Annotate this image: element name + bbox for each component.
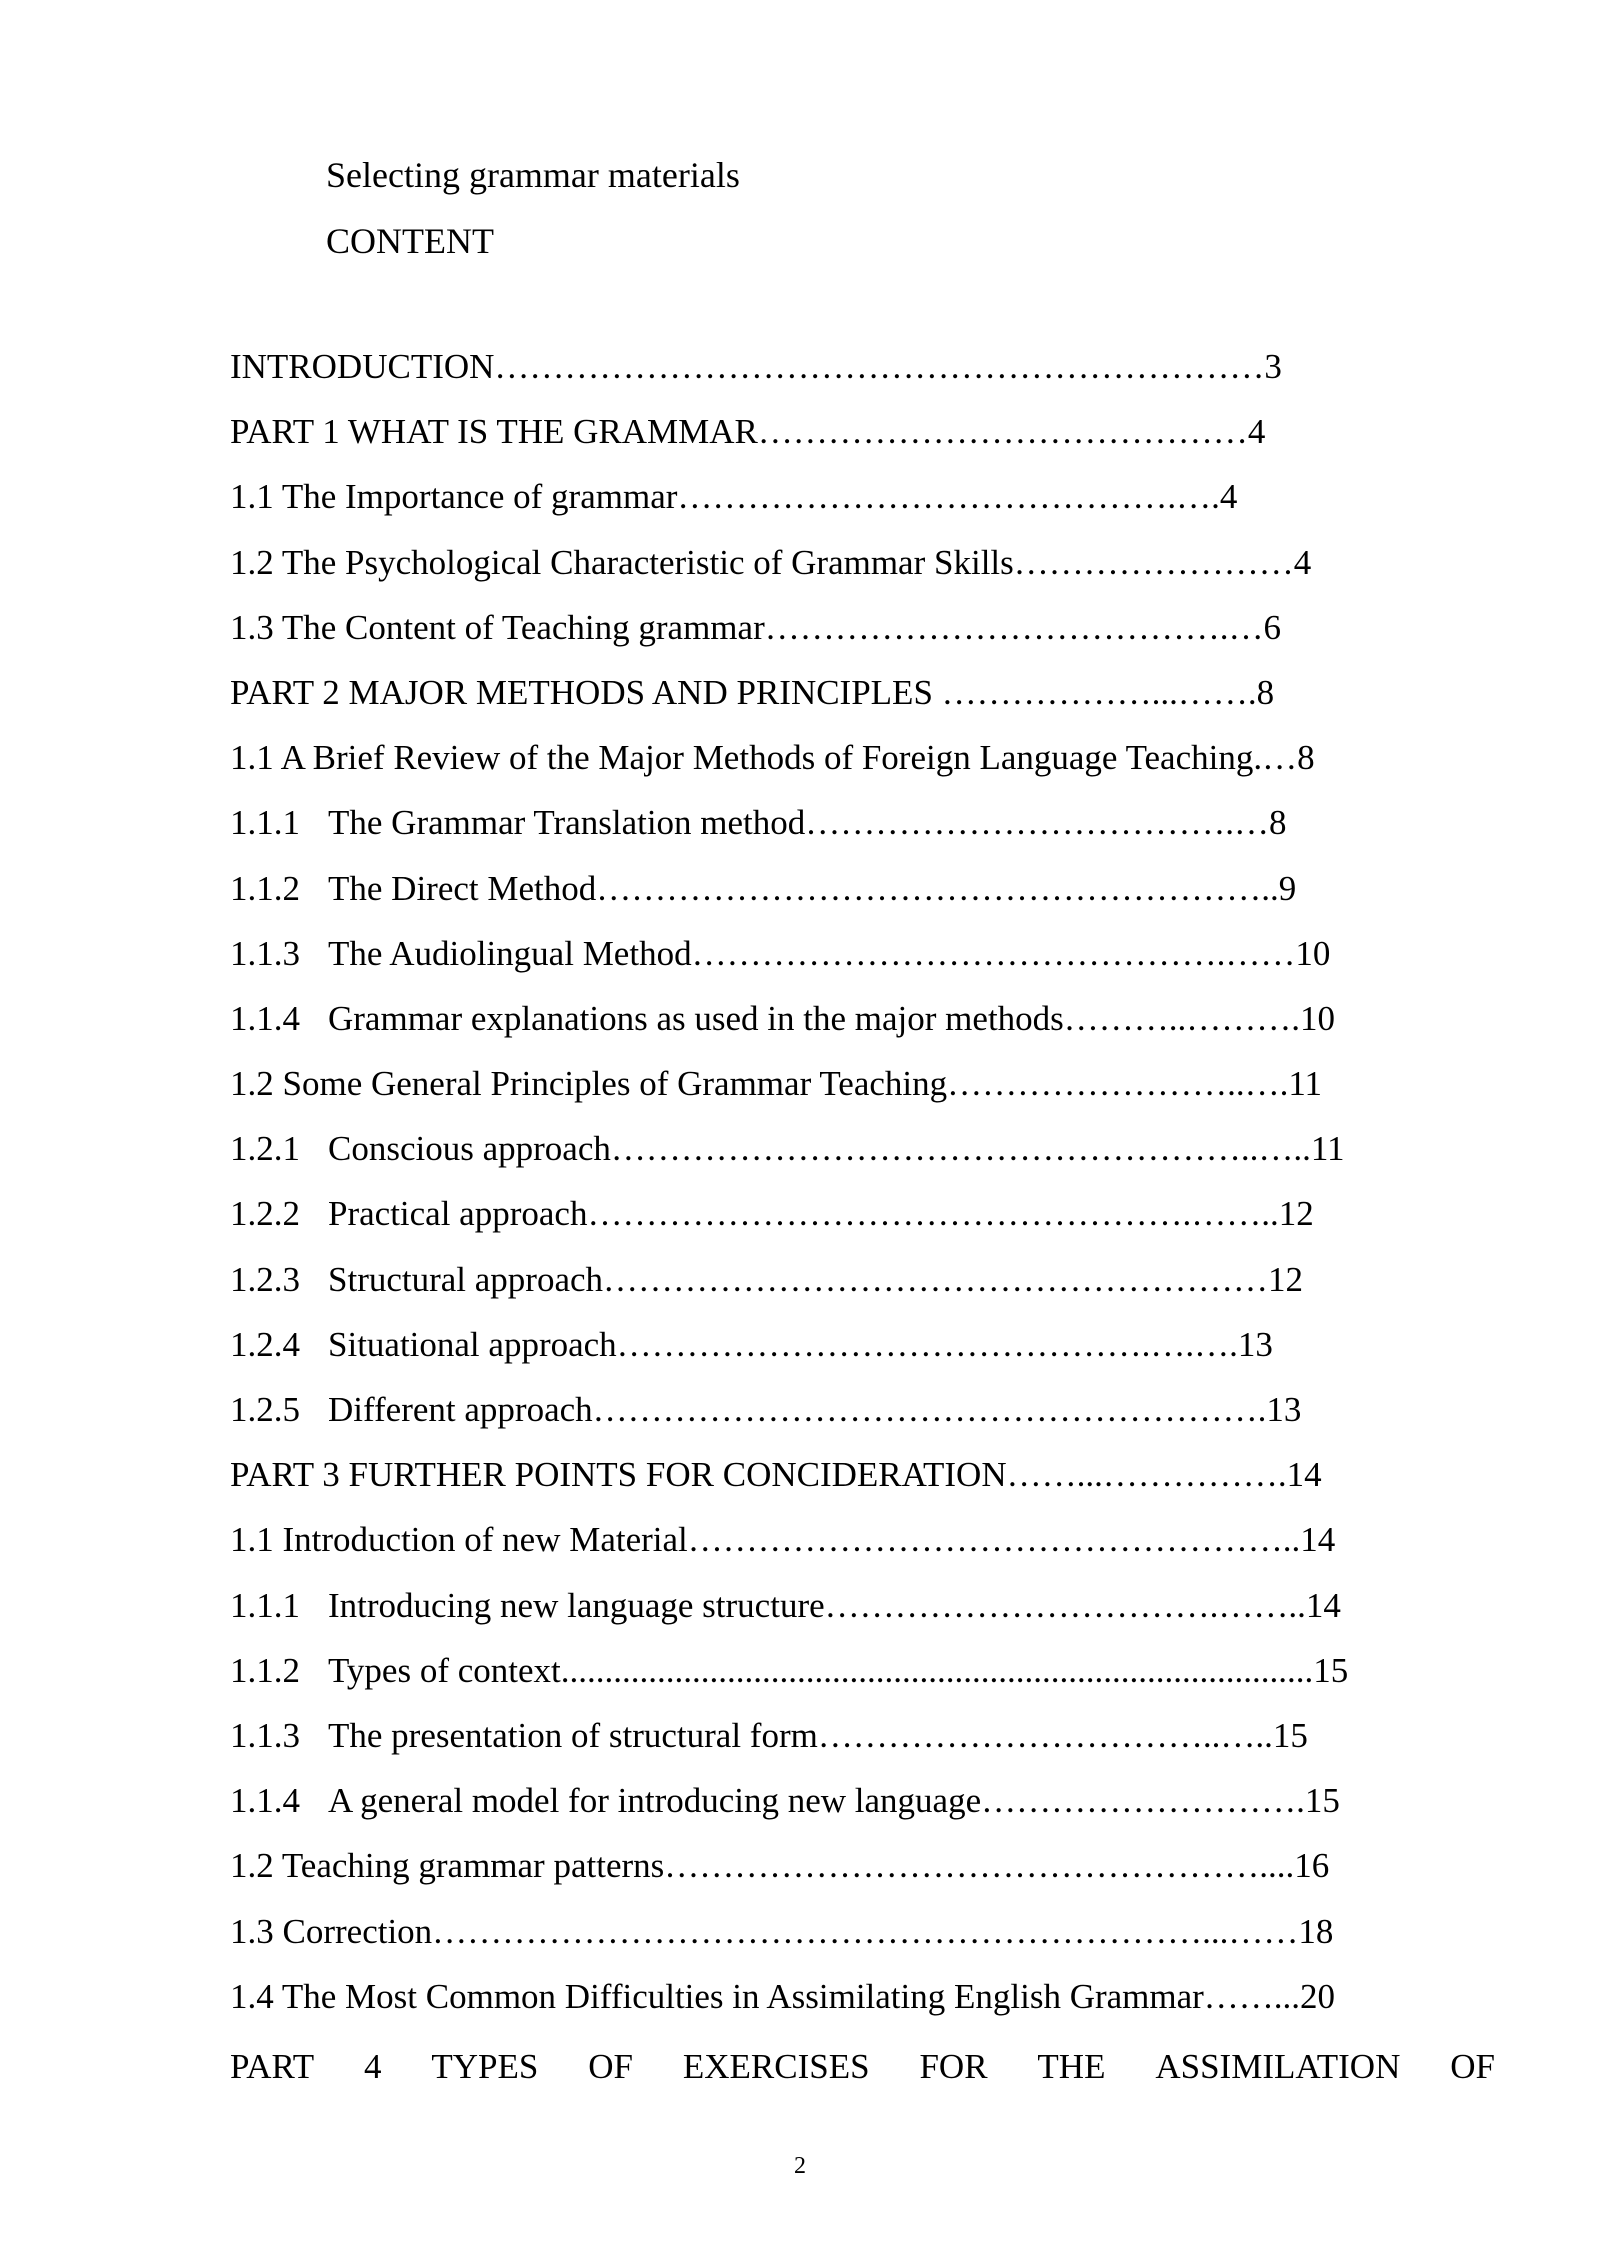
toc-entry: 1.2 Some General Principles of Grammar Teaching……………………..….11 [230, 1064, 1323, 1104]
toc-entry: 1.1 A Brief Review of the Major Methods of Foreign Language Teaching.…8 [230, 738, 1315, 778]
toc-entry-number: 1.2.2 [230, 1194, 300, 1234]
toc-word: PART [230, 2047, 315, 2086]
toc-entry-justified [230, 2047, 1495, 2087]
toc-word: OF [1450, 2047, 1495, 2086]
toc-word: 4 [364, 2047, 382, 2086]
toc-entry-text: The presentation of structural form……………………………..…..15 [328, 1715, 1308, 1755]
toc-entry: 1.2 Teaching grammar patterns……………………………………………....16 [230, 1846, 1330, 1886]
toc-entry-number: 1.1.1 [230, 803, 300, 843]
toc-entry [230, 934, 1348, 999]
toc-entry-text: A general model for introducing new language……………………….15 [328, 1781, 1340, 1821]
toc-entry-number: 1.1.2 [230, 1650, 300, 1690]
toc-entry: 1.1 The Importance of grammar…………………………………….….4 [230, 477, 1238, 517]
toc-entry-number: 1.2.4 [230, 1324, 300, 1364]
toc-entry: INTRODUCTION…………………………………………………………3 [230, 347, 1282, 386]
toc-entry [230, 1194, 1348, 1259]
toc-entry [230, 1586, 1348, 1651]
toc-word: TYPES [431, 2047, 539, 2086]
toc-entry-number: 1.1.4 [230, 1781, 300, 1821]
toc-entry-text: Structural approach…………………………………………………12 [328, 1259, 1304, 1299]
toc-entry-number: 1.2.3 [230, 1259, 300, 1299]
toc-entry-number: 1.1.4 [230, 998, 300, 1038]
toc-entry: 1.2 The Psychological Characteristic of Grammar Skills……………………4 [230, 542, 1312, 582]
toc-entry-number: 1.1.2 [230, 868, 300, 908]
document-heading: Selecting grammar materials [326, 155, 740, 195]
toc-entry: PART 2 MAJOR METHODS AND PRINCIPLES ………………...…….8 [230, 672, 1275, 712]
toc-entry-number: 1.2.1 [230, 1129, 300, 1169]
toc-entry [230, 1390, 1348, 1455]
toc-entry-text: Grammar explanations as used in the major methods………..……….10 [328, 998, 1336, 1038]
toc-entry [230, 1651, 1348, 1716]
toc-entry: PART 1 WHAT IS THE GRAMMAR……………………………………4 [230, 412, 1266, 452]
table-of-contents [230, 347, 1348, 2042]
toc-entry: 1.1 Introduction of new Material……………………………………………..14 [230, 1520, 1336, 1560]
toc-entry: 1.4 The Most Common Difficulties in Assimilating English Grammar……...20 [230, 1976, 1336, 2016]
toc-entry [230, 1716, 1348, 1781]
toc-entry-text: The Grammar Translation method……………………………….…8 [328, 803, 1287, 843]
toc-entry-number: 1.1.3 [230, 933, 300, 973]
toc-entry [230, 1325, 1348, 1390]
document-subheading: CONTENT [326, 221, 494, 261]
toc-entry [230, 1129, 1348, 1194]
toc-entry-number: 1.1.1 [230, 1585, 300, 1625]
toc-entry-text: Introducing new language structure…………………………….……..14 [328, 1585, 1341, 1625]
toc-word: FOR [919, 2047, 988, 2086]
toc-entry [230, 999, 1348, 1064]
toc-entry [230, 869, 1348, 934]
toc-entry: 1.3 Correction…………………………………………………………...……18 [230, 1911, 1334, 1951]
toc-entry-text: Types of context......................................................................................15 [328, 1650, 1349, 1690]
toc-entry [230, 1260, 1348, 1325]
toc-entry: 1.3 The Content of Teaching grammar………………………………….…6 [230, 607, 1281, 647]
page-number: 2 [794, 2153, 806, 2179]
toc-word: ASSIMILATION [1155, 2047, 1401, 2086]
toc-word: THE [1037, 2047, 1106, 2086]
toc-entry [230, 803, 1348, 868]
toc-entry-number: 1.2.5 [230, 1390, 300, 1429]
toc-entry-text: The Direct Method…………………………………………………..9 [328, 868, 1297, 908]
toc-entry-text: Different approach………………………………………………….13 [328, 1390, 1302, 1429]
toc-entry: PART 3 FURTHER POINTS FOR CONCIDERATION……...…………….14 [230, 1455, 1322, 1495]
toc-entry-text: The Audiolingual Method……………………………………….……10 [328, 933, 1331, 973]
toc-word: EXERCISES [682, 2047, 870, 2086]
toc-word: OF [588, 2047, 633, 2086]
toc-entry-text: Situational approach……………………………………….….….13 [328, 1324, 1273, 1364]
toc-entry-number: 1.1.3 [230, 1715, 300, 1755]
toc-entry [230, 1781, 1348, 1846]
toc-entry-text: Practical approach…………………………………………….……..12 [328, 1194, 1314, 1234]
toc-entry-text: Conscious approach………………………………………………..…..11 [328, 1129, 1345, 1169]
